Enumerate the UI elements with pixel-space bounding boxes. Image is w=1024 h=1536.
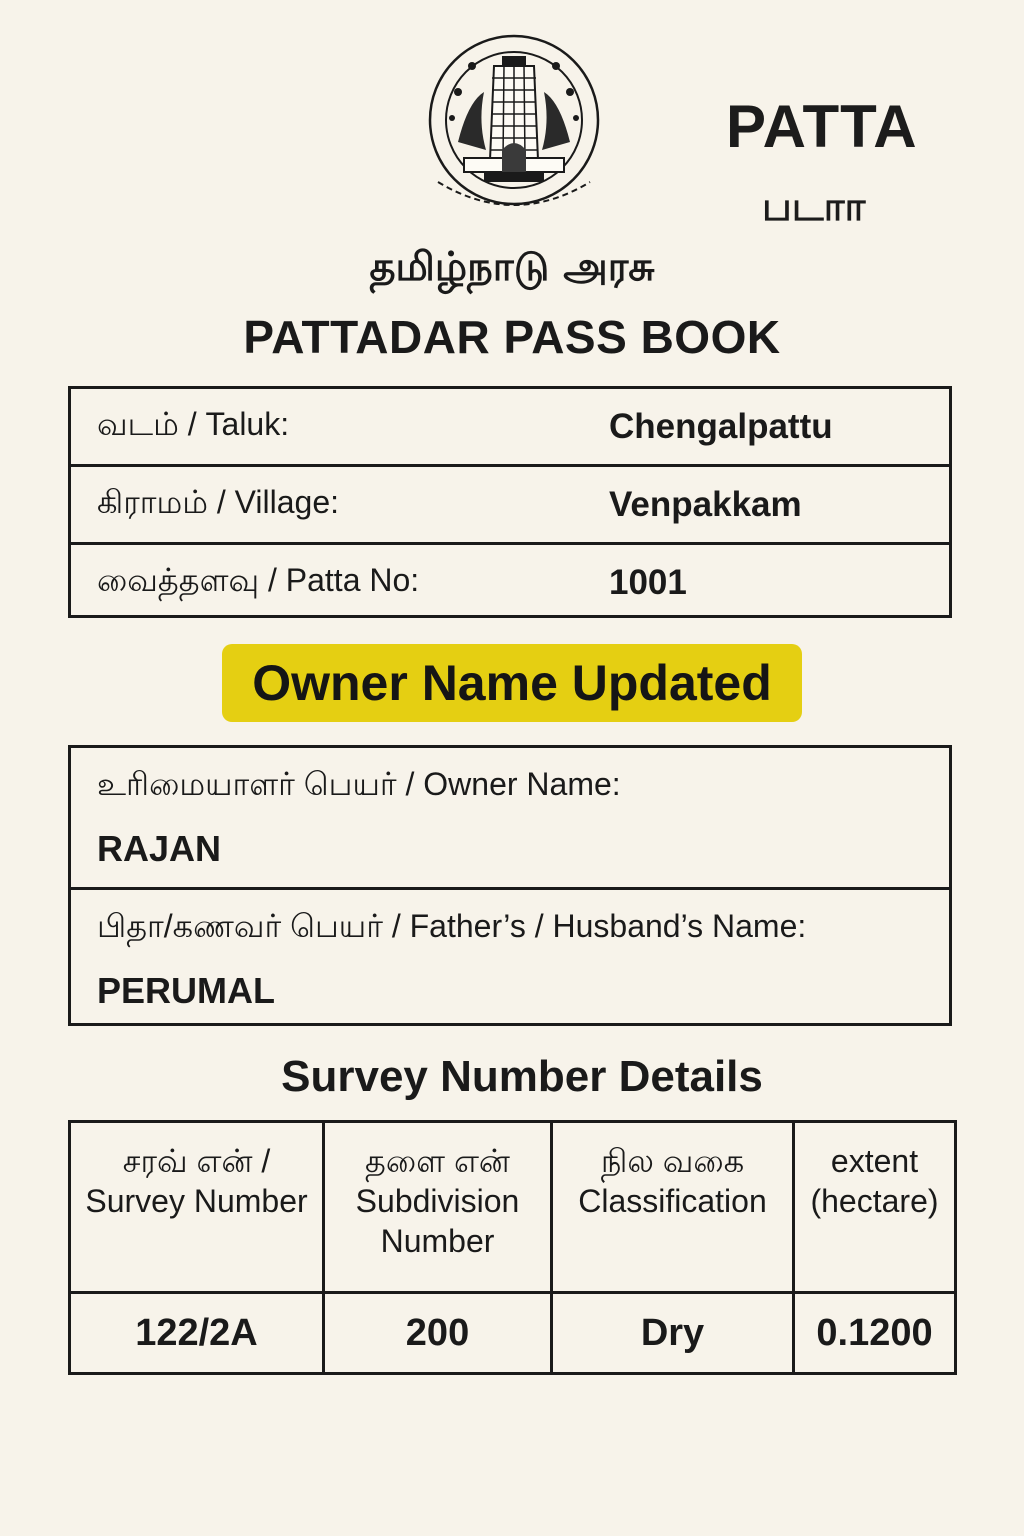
owner-name-value: RAJAN xyxy=(97,828,222,869)
extent-header xyxy=(794,1122,956,1293)
survey-number-cell: 122/2A xyxy=(70,1293,324,1374)
column-header-line: தளை என் xyxy=(365,1143,510,1179)
extent-cell: 0.1200 xyxy=(794,1293,956,1374)
survey-table xyxy=(68,1120,957,1375)
taluk-row xyxy=(71,389,949,467)
column-header-line: சரவ் என் / xyxy=(122,1143,271,1179)
column-header-line: extent xyxy=(830,1143,919,1179)
patta-no-value: 1001 xyxy=(609,562,687,602)
patta-title-tamil: படாா xyxy=(762,184,866,230)
subdivision-header xyxy=(324,1122,552,1293)
village-value: Venpakkam xyxy=(609,484,802,524)
tamil-nadu-emblem-icon xyxy=(428,32,600,214)
survey-header-row xyxy=(70,1122,956,1293)
owner-info-box xyxy=(68,745,952,1026)
passbook-title: PATTADAR PASS BOOK xyxy=(243,311,781,363)
patta-title: PATTA xyxy=(726,93,918,160)
owner-name-label: உரிமையாளர் பெயர் / Owner Name: xyxy=(97,766,621,802)
survey-number-header xyxy=(70,1122,324,1293)
owner-updated-badge: Owner Name Updated xyxy=(222,644,802,722)
classification-cell: Dry xyxy=(552,1293,794,1374)
owner-name-row xyxy=(71,748,949,890)
column-header-line: நில வகை xyxy=(600,1143,745,1179)
village-label: கிராமம் / Village: xyxy=(97,484,340,520)
village-row xyxy=(71,467,949,545)
taluk-label: வடம் / Taluk: xyxy=(97,406,290,442)
column-header-line: Classification xyxy=(578,1183,767,1219)
patta-no-label: வைத்தளவு / Patta No: xyxy=(97,562,420,598)
column-header-line: Subdivision xyxy=(355,1183,520,1219)
subdivision-cell: 200 xyxy=(324,1293,552,1374)
patta-no-row xyxy=(71,545,949,620)
father-name-label: பிதா/கணவர் பெயர் / Father’s / Husband’s Name: xyxy=(97,908,807,944)
taluk-value: Chengalpattu xyxy=(609,406,833,446)
location-info-box xyxy=(68,386,952,618)
column-header-line: Number xyxy=(380,1223,495,1259)
column-header-line: (hectare) xyxy=(810,1183,939,1219)
column-header-line: Survey Number xyxy=(85,1183,308,1219)
government-title-tamil: தமிழ்நாடு அரசு xyxy=(369,244,655,290)
survey-heading: Survey Number Details xyxy=(281,1052,763,1101)
father-name-value: PERUMAL xyxy=(97,970,275,1011)
table-row xyxy=(70,1293,956,1374)
classification-header xyxy=(552,1122,794,1293)
father-name-row xyxy=(71,890,949,1029)
